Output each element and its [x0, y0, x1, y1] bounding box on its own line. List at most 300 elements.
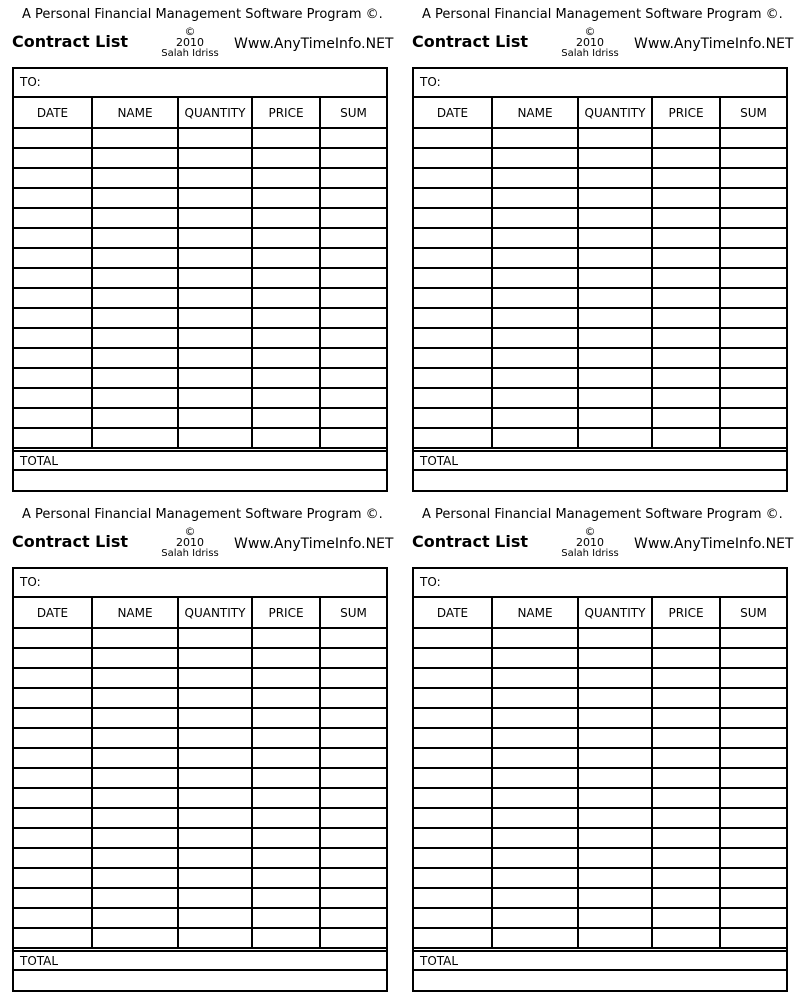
entry-cell[interactable]: [414, 928, 492, 948]
entry-cell[interactable]: [320, 308, 386, 328]
entry-cell[interactable]: [14, 688, 92, 708]
entry-cell[interactable]: [252, 328, 320, 348]
entry-cell[interactable]: [92, 308, 178, 328]
entry-cell[interactable]: [178, 168, 252, 188]
entry-cell[interactable]: [14, 208, 92, 228]
entry-cell[interactable]: [14, 428, 92, 448]
entry-cell[interactable]: [414, 888, 492, 908]
entry-cell[interactable]: [652, 648, 720, 668]
entry-cell[interactable]: [578, 728, 652, 748]
entry-cell[interactable]: [492, 868, 578, 888]
entry-cell[interactable]: [414, 328, 492, 348]
entry-cell[interactable]: [492, 228, 578, 248]
entry-cell[interactable]: [178, 748, 252, 768]
entry-cell[interactable]: [720, 788, 786, 808]
entry-cell[interactable]: [178, 268, 252, 288]
entry-cell[interactable]: [414, 188, 492, 208]
entry-cell[interactable]: [414, 288, 492, 308]
entry-cell[interactable]: [252, 248, 320, 268]
entry-cell[interactable]: [252, 888, 320, 908]
entry-cell[interactable]: [652, 628, 720, 648]
entry-cell[interactable]: [578, 668, 652, 688]
entry-cell[interactable]: [720, 868, 786, 888]
entry-cell[interactable]: [14, 328, 92, 348]
entry-cell[interactable]: [652, 308, 720, 328]
entry-cell[interactable]: [178, 368, 252, 388]
entry-cell[interactable]: [92, 228, 178, 248]
entry-cell[interactable]: [652, 788, 720, 808]
entry-cell[interactable]: [178, 848, 252, 868]
entry-cell[interactable]: [492, 888, 578, 908]
entry-cell[interactable]: [720, 188, 786, 208]
entry-cell[interactable]: [414, 308, 492, 328]
entry-cell[interactable]: [720, 268, 786, 288]
entry-cell[interactable]: [178, 128, 252, 148]
entry-cell[interactable]: [414, 168, 492, 188]
entry-cell[interactable]: [652, 848, 720, 868]
entry-cell[interactable]: [320, 748, 386, 768]
entry-cell[interactable]: [652, 388, 720, 408]
entry-cell[interactable]: [92, 628, 178, 648]
entry-cell[interactable]: [14, 288, 92, 308]
entry-cell[interactable]: [92, 888, 178, 908]
entry-cell[interactable]: [578, 228, 652, 248]
entry-cell[interactable]: [320, 408, 386, 428]
entry-cell[interactable]: [578, 268, 652, 288]
entry-cell[interactable]: [652, 328, 720, 348]
entry-cell[interactable]: [578, 688, 652, 708]
entry-cell[interactable]: [320, 908, 386, 928]
entry-cell[interactable]: [578, 828, 652, 848]
entry-cell[interactable]: [720, 168, 786, 188]
entry-cell[interactable]: [252, 388, 320, 408]
entry-cell[interactable]: [414, 228, 492, 248]
entry-cell[interactable]: [720, 648, 786, 668]
entry-cell[interactable]: [14, 308, 92, 328]
entry-cell[interactable]: [414, 848, 492, 868]
entry-cell[interactable]: [178, 328, 252, 348]
entry-cell[interactable]: [92, 248, 178, 268]
entry-cell[interactable]: [320, 848, 386, 868]
entry-cell[interactable]: [720, 388, 786, 408]
entry-cell[interactable]: [178, 708, 252, 728]
entry-cell[interactable]: [14, 348, 92, 368]
entry-cell[interactable]: [578, 788, 652, 808]
entry-cell[interactable]: [578, 888, 652, 908]
entry-cell[interactable]: [178, 248, 252, 268]
entry-cell[interactable]: [178, 308, 252, 328]
entry-cell[interactable]: [320, 188, 386, 208]
entry-cell[interactable]: [492, 128, 578, 148]
entry-cell[interactable]: [178, 888, 252, 908]
entry-cell[interactable]: [252, 848, 320, 868]
entry-cell[interactable]: [414, 268, 492, 288]
entry-cell[interactable]: [492, 708, 578, 728]
entry-cell[interactable]: [252, 808, 320, 828]
entry-cell[interactable]: [14, 888, 92, 908]
entry-cell[interactable]: [492, 848, 578, 868]
entry-cell[interactable]: [414, 668, 492, 688]
entry-cell[interactable]: [720, 348, 786, 368]
entry-cell[interactable]: [492, 688, 578, 708]
entry-cell[interactable]: [252, 308, 320, 328]
entry-cell[interactable]: [578, 648, 652, 668]
entry-cell[interactable]: [578, 708, 652, 728]
entry-cell[interactable]: [320, 828, 386, 848]
entry-cell[interactable]: [492, 428, 578, 448]
entry-cell[interactable]: [578, 408, 652, 428]
entry-cell[interactable]: [178, 788, 252, 808]
entry-cell[interactable]: [14, 148, 92, 168]
entry-cell[interactable]: [652, 208, 720, 228]
entry-cell[interactable]: [320, 388, 386, 408]
entry-cell[interactable]: [92, 188, 178, 208]
entry-cell[interactable]: [492, 308, 578, 328]
entry-cell[interactable]: [178, 628, 252, 648]
entry-cell[interactable]: [252, 168, 320, 188]
entry-cell[interactable]: [320, 868, 386, 888]
entry-cell[interactable]: [578, 348, 652, 368]
entry-cell[interactable]: [414, 248, 492, 268]
entry-cell[interactable]: [652, 928, 720, 948]
entry-cell[interactable]: [414, 728, 492, 748]
entry-cell[interactable]: [720, 368, 786, 388]
entry-cell[interactable]: [178, 388, 252, 408]
entry-cell[interactable]: [492, 408, 578, 428]
entry-cell[interactable]: [92, 168, 178, 188]
entry-cell[interactable]: [92, 348, 178, 368]
entry-cell[interactable]: [578, 308, 652, 328]
entry-cell[interactable]: [14, 268, 92, 288]
entry-cell[interactable]: [178, 648, 252, 668]
entry-cell[interactable]: [578, 368, 652, 388]
entry-cell[interactable]: [414, 648, 492, 668]
entry-cell[interactable]: [492, 368, 578, 388]
entry-cell[interactable]: [652, 368, 720, 388]
entry-cell[interactable]: [14, 628, 92, 648]
entry-cell[interactable]: [252, 788, 320, 808]
entry-cell[interactable]: [652, 748, 720, 768]
to-field[interactable]: [14, 569, 386, 598]
entry-cell[interactable]: [720, 288, 786, 308]
entry-cell[interactable]: [92, 848, 178, 868]
entry-cell[interactable]: [578, 388, 652, 408]
entry-cell[interactable]: [578, 248, 652, 268]
entry-cell[interactable]: [14, 828, 92, 848]
entry-cell[interactable]: [252, 428, 320, 448]
entry-cell[interactable]: [14, 388, 92, 408]
entry-cell[interactable]: [492, 648, 578, 668]
entry-cell[interactable]: [578, 128, 652, 148]
entry-cell[interactable]: [492, 188, 578, 208]
entry-cell[interactable]: [252, 348, 320, 368]
entry-cell[interactable]: [252, 288, 320, 308]
entry-cell[interactable]: [92, 288, 178, 308]
entry-cell[interactable]: [414, 868, 492, 888]
entry-cell[interactable]: [414, 628, 492, 648]
entry-cell[interactable]: [414, 388, 492, 408]
entry-cell[interactable]: [14, 128, 92, 148]
entry-cell[interactable]: [720, 748, 786, 768]
entry-cell[interactable]: [92, 868, 178, 888]
entry-cell[interactable]: [414, 908, 492, 928]
entry-cell[interactable]: [320, 688, 386, 708]
entry-cell[interactable]: [720, 408, 786, 428]
entry-cell[interactable]: [178, 908, 252, 928]
entry-cell[interactable]: [178, 728, 252, 748]
entry-cell[interactable]: [252, 208, 320, 228]
entry-cell[interactable]: [652, 768, 720, 788]
entry-cell[interactable]: [492, 288, 578, 308]
entry-cell[interactable]: [578, 868, 652, 888]
entry-cell[interactable]: [720, 428, 786, 448]
entry-cell[interactable]: [578, 428, 652, 448]
entry-cell[interactable]: [14, 188, 92, 208]
entry-cell[interactable]: [252, 628, 320, 648]
entry-cell[interactable]: [652, 268, 720, 288]
entry-cell[interactable]: [492, 248, 578, 268]
to-field[interactable]: [414, 569, 786, 598]
entry-cell[interactable]: [178, 668, 252, 688]
entry-cell[interactable]: [320, 928, 386, 948]
entry-cell[interactable]: [652, 868, 720, 888]
entry-cell[interactable]: [92, 428, 178, 448]
entry-cell[interactable]: [252, 228, 320, 248]
entry-cell[interactable]: [252, 268, 320, 288]
entry-cell[interactable]: [492, 328, 578, 348]
entry-cell[interactable]: [178, 828, 252, 848]
entry-cell[interactable]: [252, 748, 320, 768]
entry-cell[interactable]: [320, 788, 386, 808]
entry-cell[interactable]: [252, 368, 320, 388]
entry-cell[interactable]: [492, 668, 578, 688]
entry-cell[interactable]: [178, 188, 252, 208]
entry-cell[interactable]: [320, 428, 386, 448]
entry-cell[interactable]: [320, 768, 386, 788]
entry-cell[interactable]: [92, 268, 178, 288]
entry-cell[interactable]: [492, 628, 578, 648]
entry-cell[interactable]: [320, 708, 386, 728]
entry-cell[interactable]: [92, 388, 178, 408]
entry-cell[interactable]: [252, 708, 320, 728]
entry-cell[interactable]: [252, 768, 320, 788]
entry-cell[interactable]: [720, 708, 786, 728]
entry-cell[interactable]: [720, 128, 786, 148]
entry-cell[interactable]: [14, 668, 92, 688]
entry-cell[interactable]: [178, 808, 252, 828]
entry-cell[interactable]: [652, 908, 720, 928]
entry-cell[interactable]: [492, 768, 578, 788]
entry-cell[interactable]: [178, 428, 252, 448]
entry-cell[interactable]: [720, 688, 786, 708]
entry-cell[interactable]: [578, 928, 652, 948]
entry-cell[interactable]: [14, 728, 92, 748]
entry-cell[interactable]: [414, 808, 492, 828]
entry-cell[interactable]: [92, 908, 178, 928]
entry-cell[interactable]: [14, 868, 92, 888]
entry-cell[interactable]: [720, 908, 786, 928]
entry-cell[interactable]: [14, 788, 92, 808]
entry-cell[interactable]: [178, 928, 252, 948]
entry-cell[interactable]: [414, 748, 492, 768]
entry-cell[interactable]: [92, 928, 178, 948]
to-field[interactable]: [14, 69, 386, 98]
entry-cell[interactable]: [14, 848, 92, 868]
entry-cell[interactable]: [252, 928, 320, 948]
entry-cell[interactable]: [652, 428, 720, 448]
entry-cell[interactable]: [414, 128, 492, 148]
entry-cell[interactable]: [720, 228, 786, 248]
entry-cell[interactable]: [652, 728, 720, 748]
entry-cell[interactable]: [92, 148, 178, 168]
entry-cell[interactable]: [492, 908, 578, 928]
entry-cell[interactable]: [320, 368, 386, 388]
entry-cell[interactable]: [252, 188, 320, 208]
entry-cell[interactable]: [492, 828, 578, 848]
entry-cell[interactable]: [578, 148, 652, 168]
entry-cell[interactable]: [578, 328, 652, 348]
entry-cell[interactable]: [414, 788, 492, 808]
entry-cell[interactable]: [178, 408, 252, 428]
entry-cell[interactable]: [178, 768, 252, 788]
entry-cell[interactable]: [14, 368, 92, 388]
entry-cell[interactable]: [720, 728, 786, 748]
entry-cell[interactable]: [14, 408, 92, 428]
entry-cell[interactable]: [178, 228, 252, 248]
entry-cell[interactable]: [652, 288, 720, 308]
entry-cell[interactable]: [652, 708, 720, 728]
entry-cell[interactable]: [578, 808, 652, 828]
entry-cell[interactable]: [92, 328, 178, 348]
entry-cell[interactable]: [492, 388, 578, 408]
entry-cell[interactable]: [414, 408, 492, 428]
entry-cell[interactable]: [320, 888, 386, 908]
entry-cell[interactable]: [492, 208, 578, 228]
entry-cell[interactable]: [414, 708, 492, 728]
entry-cell[interactable]: [320, 208, 386, 228]
entry-cell[interactable]: [320, 348, 386, 368]
entry-cell[interactable]: [252, 408, 320, 428]
entry-cell[interactable]: [92, 828, 178, 848]
entry-cell[interactable]: [92, 808, 178, 828]
entry-cell[interactable]: [492, 788, 578, 808]
entry-cell[interactable]: [414, 368, 492, 388]
entry-cell[interactable]: [578, 168, 652, 188]
to-field[interactable]: [414, 69, 786, 98]
entry-cell[interactable]: [578, 188, 652, 208]
entry-cell[interactable]: [92, 768, 178, 788]
entry-cell[interactable]: [252, 668, 320, 688]
entry-cell[interactable]: [178, 288, 252, 308]
entry-cell[interactable]: [414, 428, 492, 448]
entry-cell[interactable]: [252, 148, 320, 168]
entry-cell[interactable]: [492, 728, 578, 748]
entry-cell[interactable]: [252, 688, 320, 708]
entry-cell[interactable]: [92, 748, 178, 768]
entry-cell[interactable]: [720, 148, 786, 168]
entry-cell[interactable]: [652, 808, 720, 828]
entry-cell[interactable]: [652, 888, 720, 908]
entry-cell[interactable]: [652, 168, 720, 188]
entry-cell[interactable]: [92, 648, 178, 668]
entry-cell[interactable]: [492, 808, 578, 828]
entry-cell[interactable]: [492, 268, 578, 288]
entry-cell[interactable]: [252, 828, 320, 848]
entry-cell[interactable]: [414, 148, 492, 168]
entry-cell[interactable]: [652, 828, 720, 848]
entry-cell[interactable]: [92, 708, 178, 728]
entry-cell[interactable]: [14, 928, 92, 948]
entry-cell[interactable]: [320, 248, 386, 268]
entry-cell[interactable]: [720, 888, 786, 908]
entry-cell[interactable]: [92, 368, 178, 388]
entry-cell[interactable]: [320, 228, 386, 248]
entry-cell[interactable]: [178, 868, 252, 888]
entry-cell[interactable]: [320, 128, 386, 148]
entry-cell[interactable]: [720, 768, 786, 788]
entry-cell[interactable]: [178, 148, 252, 168]
entry-cell[interactable]: [14, 708, 92, 728]
entry-cell[interactable]: [320, 148, 386, 168]
entry-cell[interactable]: [652, 668, 720, 688]
entry-cell[interactable]: [320, 268, 386, 288]
entry-cell[interactable]: [720, 628, 786, 648]
entry-cell[interactable]: [92, 688, 178, 708]
entry-cell[interactable]: [320, 628, 386, 648]
entry-cell[interactable]: [492, 168, 578, 188]
entry-cell[interactable]: [14, 648, 92, 668]
entry-cell[interactable]: [252, 128, 320, 148]
entry-cell[interactable]: [92, 408, 178, 428]
entry-cell[interactable]: [652, 148, 720, 168]
entry-cell[interactable]: [720, 208, 786, 228]
entry-cell[interactable]: [92, 128, 178, 148]
entry-cell[interactable]: [92, 728, 178, 748]
entry-cell[interactable]: [720, 668, 786, 688]
entry-cell[interactable]: [652, 348, 720, 368]
entry-cell[interactable]: [720, 248, 786, 268]
entry-cell[interactable]: [492, 748, 578, 768]
entry-cell[interactable]: [320, 728, 386, 748]
entry-cell[interactable]: [178, 208, 252, 228]
entry-cell[interactable]: [92, 788, 178, 808]
entry-cell[interactable]: [92, 208, 178, 228]
entry-cell[interactable]: [720, 928, 786, 948]
entry-cell[interactable]: [14, 748, 92, 768]
entry-cell[interactable]: [320, 668, 386, 688]
entry-cell[interactable]: [578, 908, 652, 928]
entry-cell[interactable]: [578, 748, 652, 768]
entry-cell[interactable]: [720, 328, 786, 348]
entry-cell[interactable]: [578, 768, 652, 788]
entry-cell[interactable]: [414, 768, 492, 788]
entry-cell[interactable]: [578, 288, 652, 308]
entry-cell[interactable]: [252, 908, 320, 928]
entry-cell[interactable]: [652, 128, 720, 148]
entry-cell[interactable]: [252, 728, 320, 748]
entry-cell[interactable]: [652, 188, 720, 208]
entry-cell[interactable]: [252, 868, 320, 888]
entry-cell[interactable]: [652, 248, 720, 268]
entry-cell[interactable]: [320, 288, 386, 308]
entry-cell[interactable]: [320, 328, 386, 348]
entry-cell[interactable]: [652, 688, 720, 708]
entry-cell[interactable]: [652, 228, 720, 248]
entry-cell[interactable]: [720, 308, 786, 328]
entry-cell[interactable]: [492, 928, 578, 948]
entry-cell[interactable]: [414, 828, 492, 848]
entry-cell[interactable]: [14, 248, 92, 268]
